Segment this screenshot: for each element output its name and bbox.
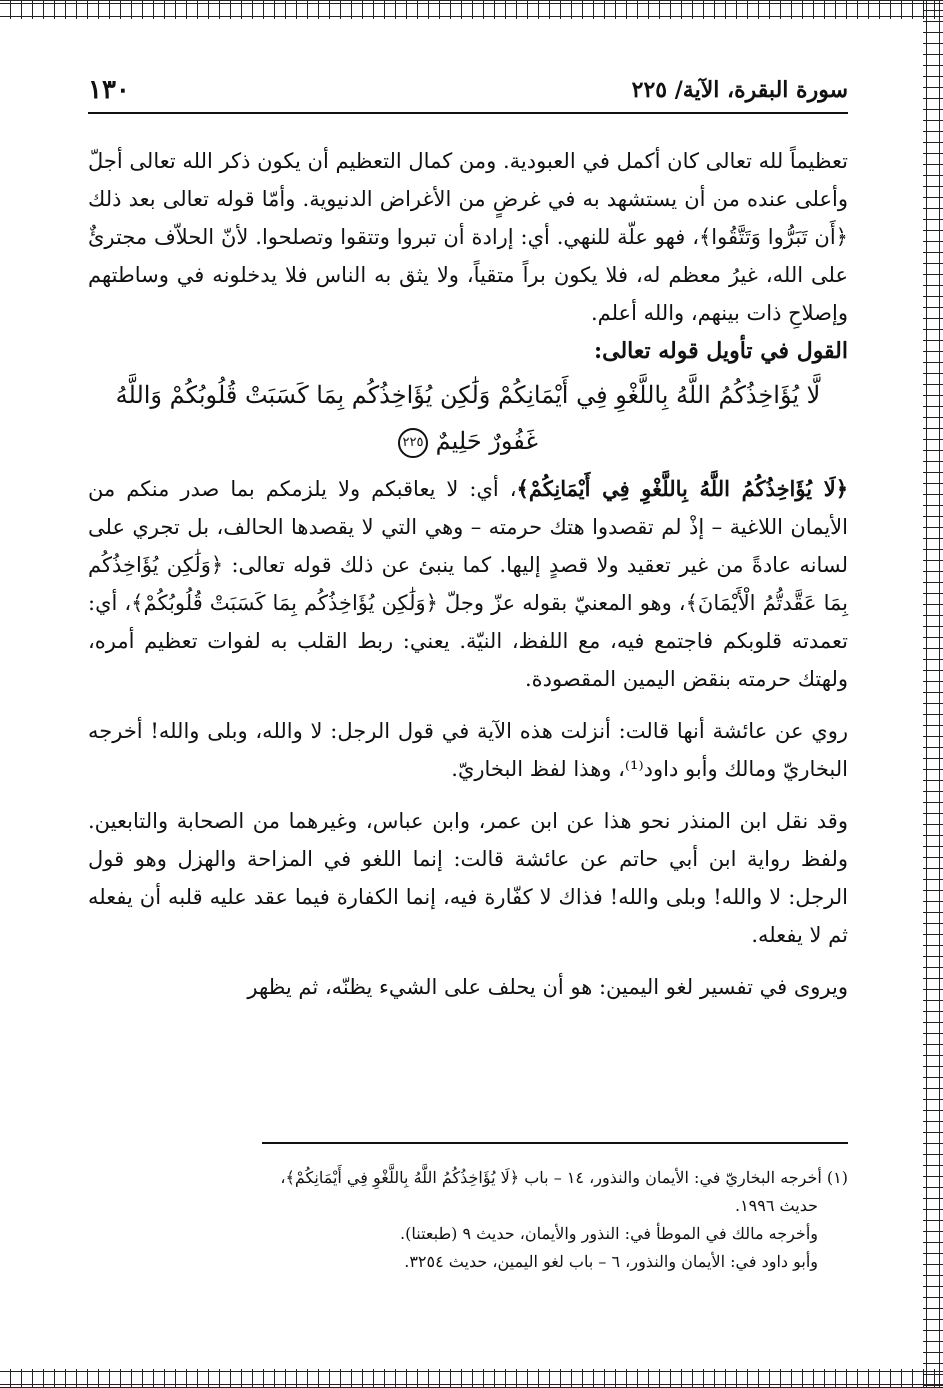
footnote-separator (262, 1142, 848, 1144)
page-number: ١٣٠ (88, 75, 130, 105)
footnotes (100, 1164, 848, 1276)
paragraph-3: روي عن عائشة أنها قالت: أنزلت هذه الآية في قول الرجل: لا والله، وبلى والله! أخرجه البخاريّ ومالك وأبو داود⁽¹⁾، وهذا لفظ البخاريّ. (88, 719, 848, 781)
footnote-line: حديث ١٩٩٦. (734, 1196, 818, 1215)
decorative-border-bottom (0, 1369, 943, 1388)
page-header (88, 72, 848, 114)
paragraph-5: ويروى في تفسير لغو اليمين: هو أن يحلف على الشيء يظنّه، ثم يظهر (247, 975, 848, 999)
decorative-border-top (0, 0, 943, 19)
paragraph-4: وقد نقل ابن المنذر نحو هذا عن ابن عمر، وابن عباس، وغيرهما من الصحابة والتابعين. ولفظ رواية ابن أبي حاتم عن عائشة قالت: إنما اللغو في المزاحة والهزل وهو قول الرجل: لا والله! وبلى والله! فذاك لا كفّارة فيه، إنما الكفارة فيما عقد عليه قلبه أن يفعله ثم لا يفعله. (88, 809, 848, 947)
footnote-line: (١) أخرجه البخاريّ في: الأيمان والنذور، ١٤ – باب ﴿لَا يُؤَاخِذُكُمُ اللَّهُ بِاللَّغْوِ فِي أَيْمَانِكُمْ﴾، (280, 1168, 848, 1187)
verse-text: لَّا يُؤَاخِذُكُمُ اللَّهُ بِاللَّغْوِ فِي أَيْمَانِكُمْ وَلَٰكِن يُؤَاخِذُكُم بِمَا كَسَبَتْ قُلُوبُكُمْ وَاللَّهُ غَفُورٌ حَلِيمٌ (115, 381, 821, 455)
section-heading: القول في تأويل قوله تعالى: (594, 338, 848, 364)
paragraph-2 (88, 470, 848, 698)
quran-verse (88, 372, 848, 464)
footnote-line: وأخرجه مالك في الموطأ في: النذور والأيمان، حديث ٩ (طبعتنا). (400, 1224, 818, 1243)
decorative-border-right (923, 0, 943, 1388)
paragraph-2-text: ، أي: لا يعاقبكم ولا يلزمكم بما صدر منكم من الأيمان اللاغية – إذْ لم تقصدوا هتك حرمته – وهي التي لا يقصدها الحالف، بل تجري على لسانه عادةً من غير تعقيد ولا قصدٍ إليها. كما ينبئ عن ذلك قوله تعالى: ﴿وَلَٰكِن يُؤَاخِذُكُم بِمَا عَقَّدتُّمُ الْأَيْمَانَ﴾، وهو المعنيّ بقوله عزّ وجلّ ﴿وَلَٰكِن يُؤَاخِذُكُم بِمَا كَسَبَتْ قُلُوبُكُمْ﴾، أي: تعمدته قلوبكم فاجتمع فيه، مع اللفظ، النيّة. يعني: ربط القلب به لفوات تعظيم أمره، ولهتك حرمته بنقض اليمين المقصودة. (88, 477, 848, 691)
page-content (88, 72, 848, 1006)
verse-quote: ﴿لَا يُؤَاخِذُكُمُ اللَّهُ بِاللَّغْوِ فِي أَيْمَانِكُمْ﴾ (516, 476, 848, 501)
paragraph-1: تعظيماً لله تعالى كان أكمل في العبودية. ومن كمال التعظيم أن يكون ذكر الله تعالى أجلّ وأعلى عنده من أن يستشهد به في غرضٍ من الأغراض الدنيوية. وأمّا قوله تعالى بعد ذلك ﴿أَن تَبَرُّوا وَتَتَّقُوا﴾، فهو علّة للنهي. أي: إرادة أن تبروا وتتقوا وتصلحوا. لأنّ الحلاّف مجترئٌ على الله، غيرُ معظم له، فلا يكون براً متقياً، ولا يثق به الناس فلا يدخلونه في وساطتهم وإصلاحِ ذات بينهم، والله أعلم. (88, 149, 848, 325)
footnote-line: وأبو داود في: الأيمان والنذور، ٦ – باب لغو اليمين، حديث ٣٢٥٤. (404, 1252, 818, 1271)
running-title: سورة البقرة، الآية/ ٢٢٥ (631, 77, 848, 103)
verse-number-marker: ٢٢٥ (398, 428, 428, 458)
